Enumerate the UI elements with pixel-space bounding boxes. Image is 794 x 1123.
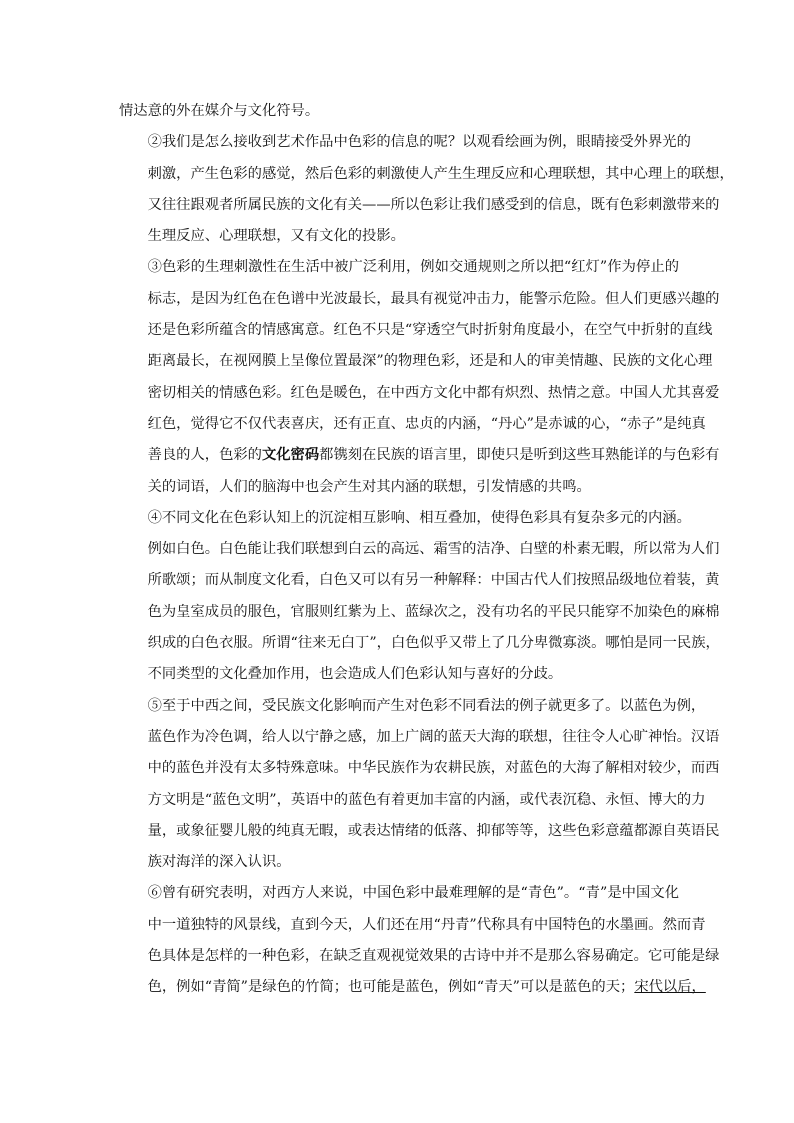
paragraph-p3 bbox=[119, 252, 720, 502]
text-line: 织成的白色衣服。所谓“往来无白丁”，白色似乎又带上了几分卑微寡淡。哪怕是同一民族， bbox=[147, 635, 720, 652]
text-line: ⑥曾有研究表明，对西方人来说，中国色彩中最难理解的是“青色”。“青”是中国文化 bbox=[147, 885, 679, 902]
text-line: ④不同文化在色彩认知上的沉淀相互影响、相互叠加，使得色彩具有复杂多元的内涵。 bbox=[147, 509, 691, 526]
text-line: 善良的人，色彩的文化密码都镌刻在民族的语言里，即使只是听到这些耳熟能详的与色彩有 bbox=[147, 447, 720, 464]
text-line: 情达意的外在媒介与文化符号。 bbox=[119, 103, 320, 119]
text-line: ③色彩的生理刺激性在生活中被广泛利用，例如交通规则之所以把“红灯”作为停止的 bbox=[147, 259, 679, 276]
paragraph-p4 bbox=[119, 503, 720, 691]
text-line: 中一道独特的风景线，直到今天，人们还在用“丹青”代称具有中国特色的水墨画。然而青 bbox=[147, 916, 706, 933]
text-line: 又往往跟观者所属民族的文化有关——所以色彩让我们感受到的信息，既有色彩刺激带来的 bbox=[147, 196, 720, 213]
text-line: 方文明是“蓝色文明”，英语中的蓝色有着更加丰富的内涵，或代表沉稳、永恒、博大的力 bbox=[147, 791, 706, 808]
paragraph-p5 bbox=[119, 691, 720, 879]
text-line: 量，或象征婴儿般的纯真无暇，或表达情绪的低落、抑郁等等，这些色彩意蕴都源自英语民 bbox=[147, 822, 720, 839]
text-line: 色为皇室成员的服色，官服则红紫为上、蓝绿次之，没有功名的平民只能穿不加染色的麻棉 bbox=[147, 603, 720, 620]
text-line: 不同类型的文化叠加作用，也会造成人们色彩认知与喜好的分歧。 bbox=[147, 666, 563, 683]
text-line: 标志，是因为红色在色谱中光波最长，最具有视觉冲击力，能警示危险。但人们更感兴趣的 bbox=[147, 290, 720, 307]
underlined-text: 宋代以后， bbox=[634, 979, 706, 996]
paragraph-p6 bbox=[119, 878, 720, 1003]
paragraph-p0 bbox=[119, 96, 679, 127]
text-line: 例如白色。白色能让我们联想到白云的高远、霜雪的洁净、白壁的朴素无暇，所以常为人们 bbox=[147, 541, 720, 558]
text-line: 刺激，产生色彩的感觉，然后色彩的刺激使人产生生理反应和心理联想，其中心理上的联想， bbox=[147, 165, 734, 182]
article-body bbox=[119, 96, 734, 1004]
text-line: 关的词语，人们的脑海中也会产生对其内涵的联想，引发情感的共鸣。 bbox=[147, 478, 591, 495]
text-line: 距离最长，在视网膜上呈像位置最深”的物理色彩，还是和人的审美情趣、民族的文化心理 bbox=[147, 353, 713, 370]
text-line: 蓝色作为冷色调，给人以宁静之感，加上广阔的蓝天大海的联想，往往令人心旷神怡。汉语 bbox=[147, 728, 720, 745]
text-line: 生理反应、心理联想，又有文化的投影。 bbox=[147, 228, 405, 245]
text-line: 红色，觉得它不仅代表喜庆，还有正直、忠贞的内涵，“丹心”是赤诚的心，“赤子”是纯真 bbox=[147, 415, 706, 432]
text-line: 色，例如“青简”是绿色的竹简；也可能是蓝色，例如“青天”可以是蓝色的天；宋代以后， bbox=[147, 979, 706, 996]
text-line: 所歌颂；而从制度文化看，白色又可以有另一种解释：中国古代人们按照品级地位着装，黄 bbox=[147, 572, 720, 589]
text-line: ②我们是怎么接收到艺术作品中色彩的信息的呢？以观看绘画为例，眼睛接受外界光的 bbox=[147, 134, 691, 151]
text-line: 族对海洋的深入认识。 bbox=[147, 854, 291, 871]
text-line: 密切相关的情感色彩。红色是暖色，在中西方文化中都有炽烈、热情之意。中国人尤其喜爱 bbox=[147, 384, 720, 401]
paragraph-p2 bbox=[119, 127, 734, 252]
text-line: 还是色彩所蕴含的情感寓意。红色不只是“穿透空气时折射角度最小，在空气中折射的直线 bbox=[147, 322, 713, 339]
text-line: ⑤至于中西之间，受民族文化影响而产生对色彩不同看法的例子就更多了。以蓝色为例， bbox=[147, 697, 706, 714]
text-line: 中的蓝色并没有太多特殊意味。中华民族作为农耕民族，对蓝色的大海了解相对较少，而西 bbox=[147, 760, 720, 777]
emphasis-term: 文化密码 bbox=[261, 447, 320, 464]
text-line: 色具体是怎样的一种色彩，在缺乏直观视觉效果的古诗中并不是那么容易确定。它可能是绿 bbox=[147, 948, 720, 965]
